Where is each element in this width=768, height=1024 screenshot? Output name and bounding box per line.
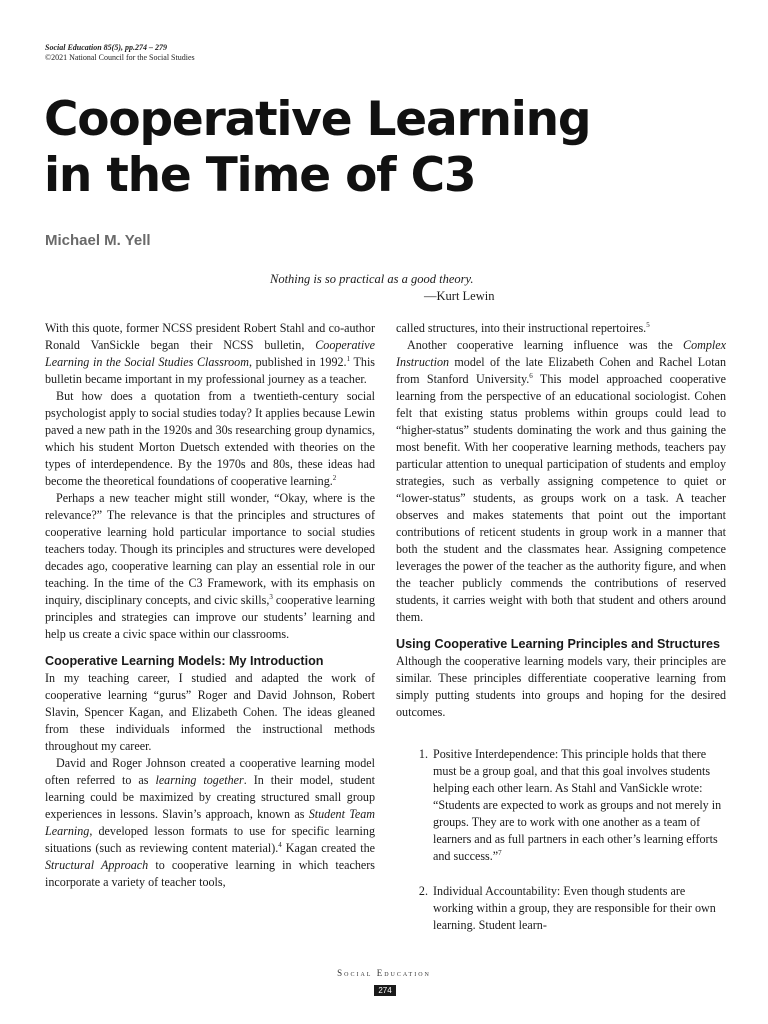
footer-journal-name: Social Education xyxy=(337,968,431,978)
section-heading: Using Cooperative Learning Principles and Structures xyxy=(396,637,721,651)
text-run: This bulletin became important in my professional journey as a teacher. xyxy=(45,355,376,386)
text-run: This model approached cooperative learning from the perspective of an educational sociologist. Cohen felt that existing status problems within groups could lead to “higher-status” students dominating the work and thus gaining the most benefit. With her cooperative learning methods, teachers pay particular attention to unequal participation of students and employ strategies, such as verbally assigning competence to quiet or “lower-status” students, as groups work on a task. A teacher observes and makes statements that point out the important contributions of reticent students in group work in a manner that both the student and the classmates hear. Assigning competence leverages the power of the teacher as the authority figure, and when the teacher publicly commends the contributions of reserved students, it carries weight with both that student and others around them. xyxy=(396,372,726,624)
text-run: Kagan created the xyxy=(281,841,375,855)
list-item xyxy=(431,746,726,865)
epigraph-attribution: —Kurt Lewin xyxy=(424,289,495,303)
author-name: Michael M. Yell xyxy=(45,232,151,249)
text-run: to cooperative learning in which teachers incorporate a variety of teacher tools, xyxy=(45,858,375,889)
text-run: With this quote, former NCSS president Robert Stahl and co-author Ronald VanSickle began their NCSS bulletin, xyxy=(45,321,375,352)
epigraph-quote: Nothing is so practical as a good theory. xyxy=(270,272,474,286)
journal-citation: Social Education 85(5), pp.274 – 279 xyxy=(45,43,168,52)
italic-term: learning together xyxy=(155,773,244,787)
italic-term: Structural Approach xyxy=(45,858,149,872)
text-run: David and Roger Johnson created a cooperative learning model often referred to as xyxy=(45,756,375,787)
text-run: , published in 1992. xyxy=(248,355,347,369)
footnote-ref: 7 xyxy=(498,848,502,857)
list-item-text: Individual Accountability: Even though students are working within a group, they are responsible for their own learning. Student learn- xyxy=(433,884,716,932)
epigraph xyxy=(270,271,500,305)
text-run: But how does a quotation from a twentieth-century social psychologist apply to social studies today? It applies because Lewin paved a new path in the 1920s and 30s researching group dynamics, which his student Morton Duetsch extended with theories on the types of interdependence. By the 1970s and 80s, these ideas had become the theoretical foundations of cooperative learning. xyxy=(45,389,375,488)
footnote-ref: 2 xyxy=(332,473,337,482)
article-title-line-2: in the Time of C3 xyxy=(44,148,476,203)
paragraph xyxy=(45,320,375,388)
paragraph xyxy=(396,337,726,626)
footnote-ref: 1 xyxy=(346,354,351,363)
footnote-ref: 4 xyxy=(278,840,282,849)
italic-term: Complex Instruction xyxy=(396,338,726,369)
text-run: cooperative learning principles and strategies can improve our students’ learning and help us create a civic space within our classrooms. xyxy=(45,593,376,641)
footnote-ref: 6 xyxy=(529,371,533,380)
paragraph xyxy=(396,320,726,337)
article-title-line-1: Cooperative Learning xyxy=(44,92,591,147)
paragraph xyxy=(45,755,375,891)
text-run: . In their model, student learning could be maximized by creating structured small group experiences in lessons. Slavin’s approach, known as xyxy=(45,773,376,821)
italic-term: Student Team Learning xyxy=(45,807,376,838)
text-run: , developed lesson formats to use for specific learning situations (such as reviewing content material). xyxy=(45,824,375,855)
masthead xyxy=(45,43,195,63)
text-run: Perhaps a new teacher might still wonder, “Okay, where is the relevance?” The relevance is that the principles and structures of cooperative learning hold particular importance to social studies teachers today. Though its principles and structures were developed decades ago, cooperative learning can play an essential role in our teaching. In the time of the C3 Framework, with its emphasis on inquiry, disciplinary concepts, and civic skills, xyxy=(45,491,375,607)
list-item-text: Positive Interdependence: This principle holds that there must be a group goal, and that this goal involves students helping each other learn. As Stahl and VanSickle wrote: “Students are expected to work as groups and not merely in groups. They are to work with one another as a team of learners and as full partners in each other’s learning efforts and success.” xyxy=(433,747,722,863)
footnote-ref: 3 xyxy=(269,592,273,601)
principles-list xyxy=(396,746,726,934)
text-run: called structures, into their instructional repertoires. xyxy=(396,321,647,335)
left-column xyxy=(45,320,375,891)
list-item xyxy=(431,883,726,934)
paragraph xyxy=(45,490,375,643)
copyright-line: ©2021 National Council for the Social Studies xyxy=(45,53,195,62)
paragraph: Although the cooperative learning models vary, their principles are similar. These principles differentiate cooperative learning from simply putting students into groups and hoping for the desired outcomes. xyxy=(396,654,726,719)
bulletin-title: Cooperative Learning in the Social Studies Classroom xyxy=(45,338,375,369)
paragraph xyxy=(45,388,375,490)
paragraph: In my teaching career, I studied and adapted the work of cooperative learning “gurus” Roger and David Johnson, Robert Slavin, Spencer Kagan, and Elizabeth Cohen. The ideas gleaned from these individuals informed the instructional methods throughout my career. xyxy=(45,671,375,753)
section-heading: Cooperative Learning Models: My Introduction xyxy=(45,654,324,668)
text-run: model of the late Elizabeth Cohen and Rachel Lotan from Stanford University. xyxy=(396,355,726,386)
article-title xyxy=(44,92,590,204)
footnote-ref: 5 xyxy=(646,320,650,329)
right-column xyxy=(396,320,726,952)
text-run: Another cooperative learning influence was the xyxy=(407,338,683,352)
page-number: 274 xyxy=(374,985,396,996)
